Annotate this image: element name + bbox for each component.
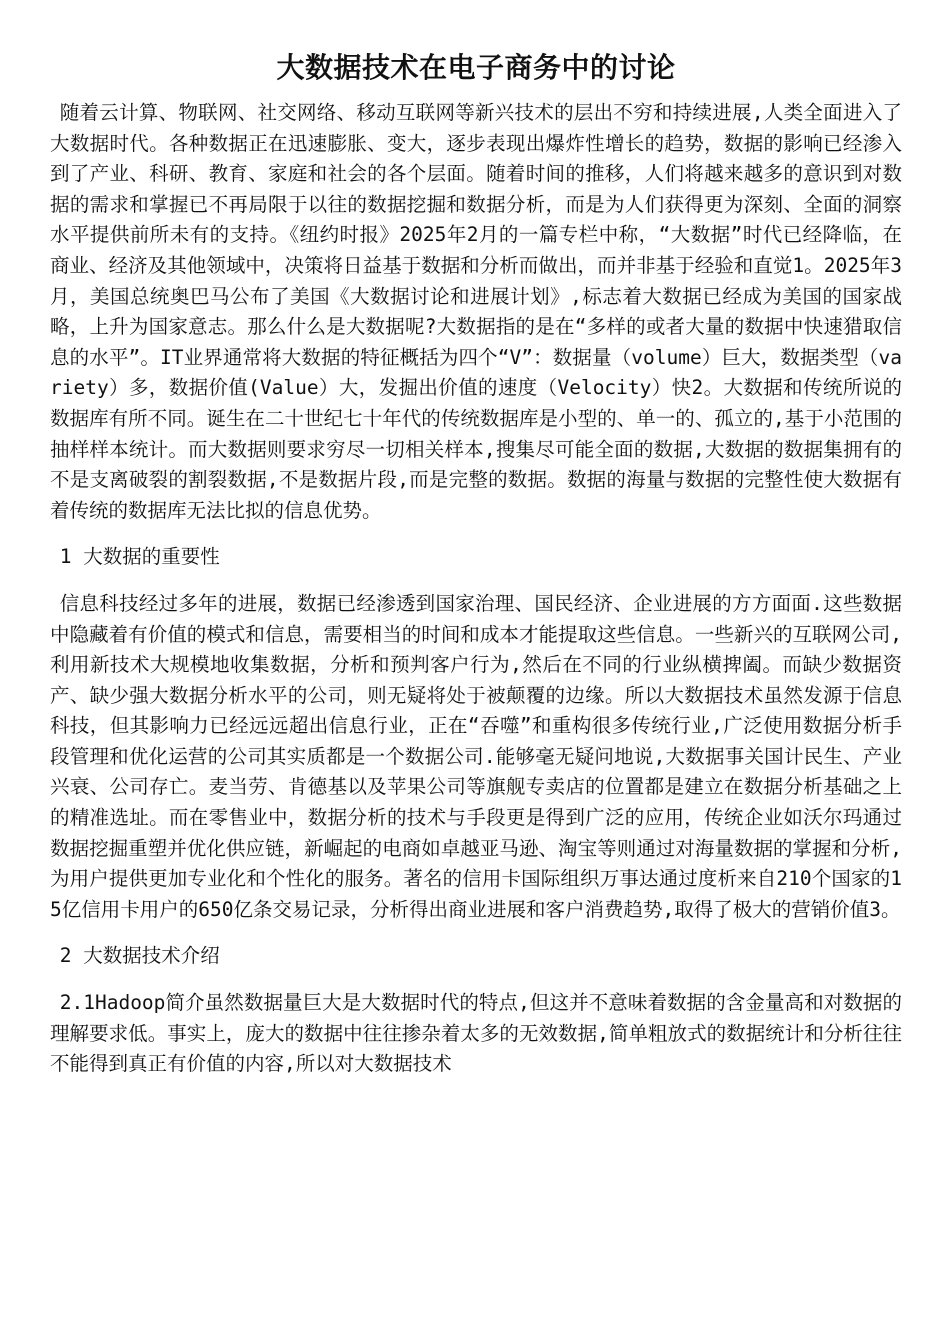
paragraph-hadoop: 2.1Hadoop简介虽然数据量巨大是大数据时代的特点,但这并不意味着数据的含金量高和对数据的理解要求低。事实上，庞大的数据中往往掺杂着太多的无效数据,简单粗放式的数据统计和分析往往不能得到真正有价值的内容,所以对大数据技术 (50, 991, 902, 1076)
section-heading-importance: 1 大数据的重要性 (59, 545, 220, 569)
section-heading-tech-intro: 2 大数据技术介绍 (59, 944, 220, 968)
paragraph-importance: 信息科技经过多年的进展，数据已经渗透到国家治理、国民经济、企业进展的方方面面.这些数据中隐藏着有价值的模式和信息，需要相当的时间和成本才能提取这些信息。一些新兴的互联网公司,利用新技术大规模地收集数据，分析和预判客户行为,然后在不同的行业纵横捭阖。而缺少数据资产、缺少强大数据分析水平的公司，则无疑将处于被颠覆的边缘。所以大数据技术虽然发源于信息科技，但其影响力已经远远超出信息行业，正在“吞噬”和重构很多传统行业,广泛使用数据分析手段管理和优化运营的公司其实质都是一个数据公司.能够毫无疑问地说,大数据事关国计民生、产业兴衰、公司存亡。麦当劳、肯德基以及苹果公司等旗舰专卖店的位置都是建立在数据分析基础之上的精准选址。而在零售业中，数据分析的技术与手段更是得到广泛的应用，传统企业如沃尔玛通过数据挖掘重塑并优化供应链，新崛起的电商如卓越亚马逊、淘宝等则通过对海量数据的掌握和分析,为用户提供更加专业化和个性化的服务。著名的信用卡国际组织万事达通过度析来自210个国家的15亿信用卡用户的650亿条交易记录，分析得出商业进展和客户消费趋势,取得了极大的营销价值3。 (50, 591, 902, 921)
document-page (50, 48, 902, 1080)
document-title: 大数据技术在电子商务中的讨论 (276, 51, 676, 84)
paragraph-intro: 随着云计算、物联网、社交网络、移动互联网等新兴技术的层出不穷和持续进展,人类全面进入了大数据时代。各种数据正在迅速膨胀、变大，逐步表现出爆炸性增长的趋势，数据的影响已经渗入到了产业、科研、教育、家庭和社会的各个层面。随着时间的推移，人们将越来越多的意识到对数据的需求和掌握已不再局限于以往的数据挖掘和数据分析，而是为人们获得更为深刻、全面的洞察水平提供前所未有的支持。《纽约时报》2025年2月的一篇专栏中称，“大数据”时代已经降临，在商业、经济及其他领域中，决策将日益基于数据和分析而做出，而并非基于经验和直觉1。2025年3月，美国总统奥巴马公布了美国《大数据讨论和进展计划》,标志着大数据已经成为美国的国家战略，上升为国家意志。那么什么是大数据呢?大数据指的是在“多样的或者大量的数据中快速猎取信息的水平”。IT业界通常将大数据的特征概括为四个“V”：数据量（volume）巨大，数据类型（variety）多，数据价值(Value）大，发掘出价值的速度（Velocity）快2。大数据和传统所说的数据库有所不同。诞生在二十世纪七十年代的传统数据库是小型的、单一的、孤立的,基于小范围的抽样样本统计。而大数据则要求穷尽一切相关样本,搜集尽可能全面的数据,大数据的数据集拥有的不是支离破裂的割裂数据,不是数据片段,而是完整的数据。数据的海量与数据的完整性使大数据有着传统的数据库无法比拟的信息优势。 (50, 101, 902, 522)
